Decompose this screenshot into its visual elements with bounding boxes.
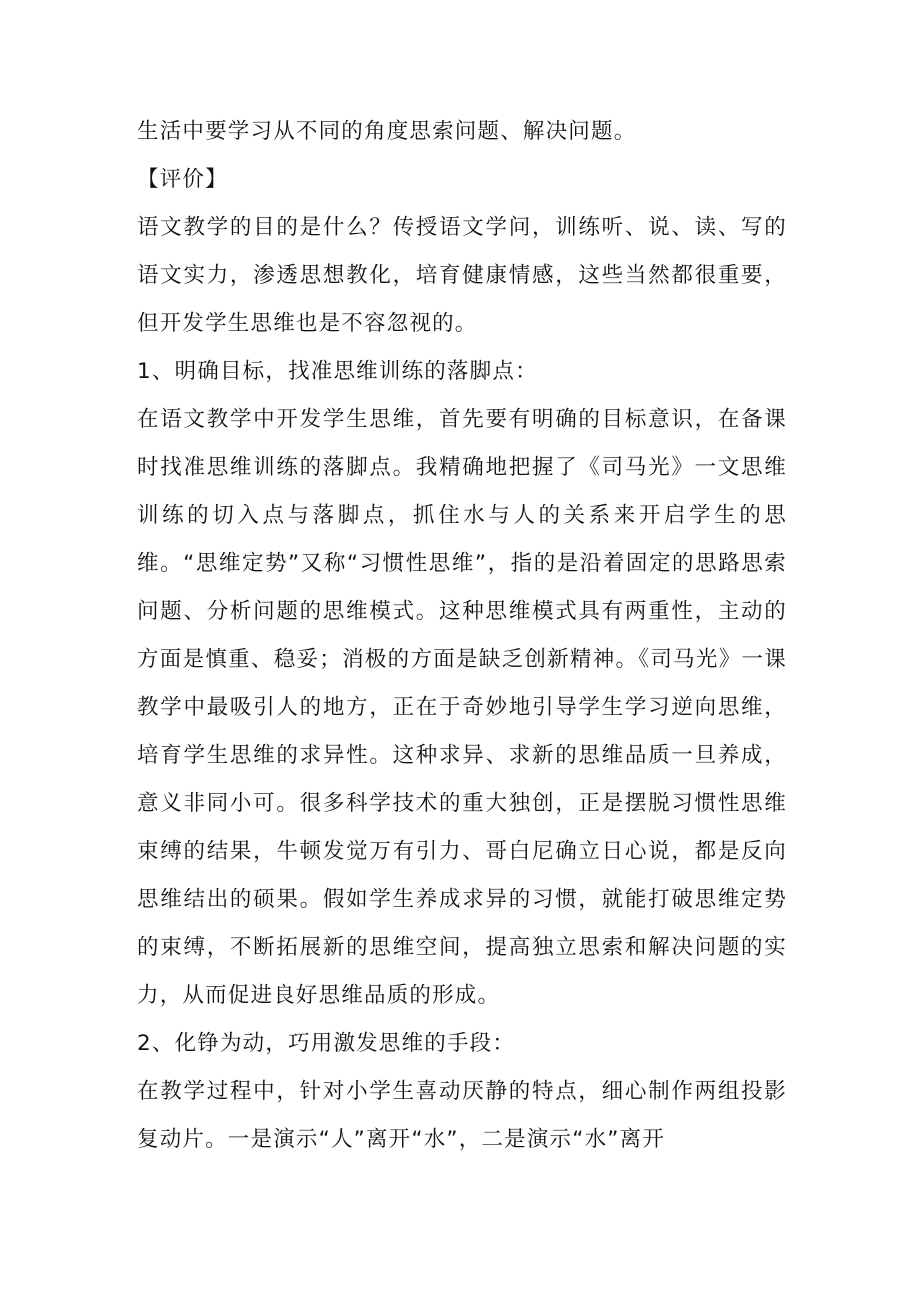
paragraph-point-1-body: 在语文教学中开发学生思维，首先要有明确的目标意识，在备课时找准思维训练的落脚点。我精确地把握了《司马光》一文思维训练的切入点与落脚点，抓住水与人的关系来开启学生的思维。“思维定势”又称“习惯性思维”，指的是沿着固定的思路思索问题、分析问题的思维模式。这种思维模式具有两重性，主动的方面是慎重、稳妥；消极的方面是缺乏创新精神。《司马光》一课教学中最吸引人的地方，正在于奇妙地引导学生学习逆向思维，培育学生思维的求异性。这种求异、求新的思维品质一旦养成，意义非同小可。很多科学技术的重大独创，正是摆脱习惯性思维束缚的结果，牛顿发觉万有引力、哥白尼确立日心说，都是反向思维结出的硕果。假如学生养成求异的习惯，就能打破思维定势的束缚，不断拓展新的思维空间，提高独立思索和解决问题的实力，从而促进良好思维品质的形成。	[137, 407, 787, 1008]
paragraph-teaching-purpose: 语文教学的目的是什么？传授语文学问，训练听、说、读、写的语文实力，渗透思想教化，培育健康情感，这些当然都很重要，但开发学生思维也是不容忽视的。	[137, 215, 787, 336]
paragraph-point-2-body: 在教学过程中，针对小学生喜动厌静的特点，细心制作两组投影复动片。一是演示“人”离开“水”，二是演示“水”离开	[137, 1079, 787, 1152]
paragraph-intro-line: 生活中要学习从不同的角度思索问题、解决问题。	[137, 119, 637, 144]
section-heading-evaluation: 【评价】	[137, 167, 228, 192]
subheading-point-2: 2、化铮为动，巧用激发思维的手段：	[137, 1031, 516, 1056]
document-body	[137, 108, 787, 1164]
subheading-point-1: 1、明确目标，找准思维训练的落脚点：	[137, 359, 538, 384]
